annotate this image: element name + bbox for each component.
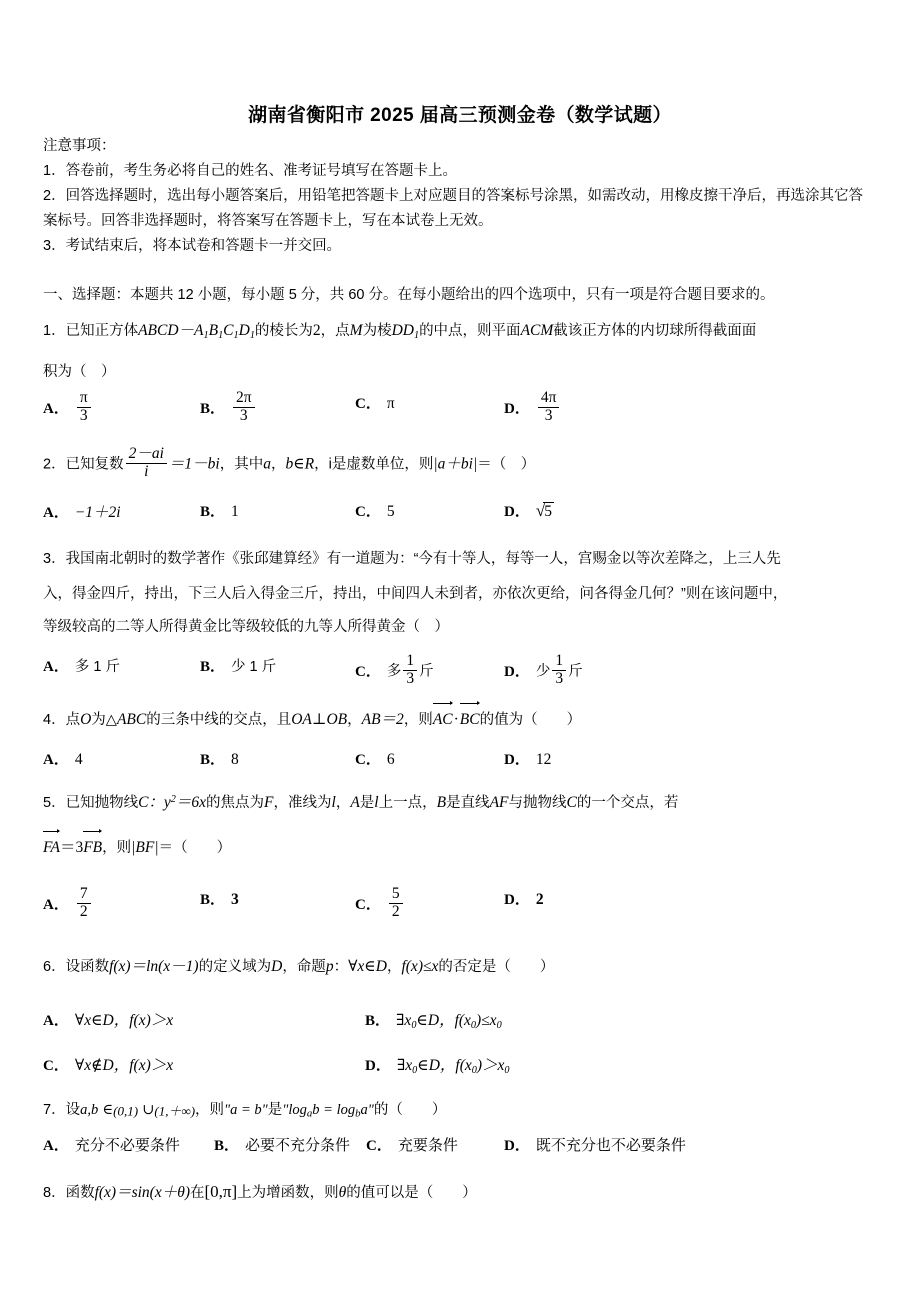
question-5-text-a: 已知抛物线	[65, 795, 139, 811]
vector-fa: FA	[43, 830, 60, 863]
question-5-line2	[43, 830, 882, 863]
question-5	[43, 788, 882, 818]
question-8-text-c: 上为增函数，则	[237, 1185, 339, 1201]
point-o: O	[80, 711, 92, 728]
parabola-equation: ＝6x	[175, 794, 207, 811]
cube-label-c: C	[223, 322, 234, 339]
option-6-d[interactable]: D． $\exists x_0\in D$，$f(x_0)>x_0$	[365, 1057, 510, 1076]
question-4-text-a: 点	[65, 712, 81, 728]
question-2	[43, 445, 882, 482]
comma-2: ，	[347, 712, 362, 728]
cube-label-d: D	[238, 322, 250, 339]
cube-edge-length: 2	[312, 322, 321, 339]
bf-length: |BF|	[131, 839, 159, 856]
forall-clause: ∀x∈D	[348, 958, 387, 975]
option-3-b[interactable]: B． 少 1 斤	[200, 659, 277, 675]
parabola-exponent: 2	[170, 794, 176, 806]
question-2-options	[43, 500, 882, 530]
interval-0-1: (0,1)	[113, 1103, 139, 1119]
question-8-text-b: 在	[190, 1185, 205, 1201]
dot-product-symbol: ·	[453, 711, 459, 728]
option-4-c[interactable]: C． 6	[355, 751, 395, 768]
option-5-c[interactable]: C． $\frac{5}{2}$	[355, 888, 405, 922]
cube-sub-1: 1	[203, 329, 209, 341]
cube-label-b: B	[208, 322, 219, 339]
question-3-line3	[43, 613, 882, 642]
instruction-item-3: 3．考试结束后，将本试卷和答题卡一并交回。	[43, 237, 342, 254]
cube-label: ABCD－A	[138, 322, 204, 339]
exam-instructions	[43, 134, 877, 259]
comma-1: ，	[270, 456, 286, 473]
question-2-text-b: ，其中	[219, 456, 264, 473]
question-6-text-a: 设函数	[65, 959, 110, 975]
question-1-text-f: 截该正方体的内切球所得截面面	[553, 323, 757, 339]
question-5-text-f: 上一点，	[378, 795, 437, 811]
point-m: M	[349, 322, 363, 339]
page-title: 湖南省衡阳市 2025 届高三预测金卷（数学试题）	[248, 105, 672, 126]
question-2-text-c: ，i是虚数单位，则	[314, 456, 434, 473]
option-1-c[interactable]: C． π	[355, 395, 395, 412]
question-4-text-b: 为△	[91, 712, 117, 728]
vector-ac: AC	[433, 702, 453, 735]
vars-a-b: a,b	[80, 1102, 99, 1118]
value-pi: π	[386, 395, 395, 412]
domain-d: D	[271, 958, 283, 975]
question-6-text-e: 的否定是（ ）	[438, 959, 555, 975]
sine-function: f(x)＝sin(x＋θ)	[94, 1184, 190, 1201]
cube-sub-2: 1	[218, 329, 224, 341]
question-3-line2	[43, 580, 882, 609]
function-definition: f(x)＝ln(x－1)	[109, 958, 199, 975]
proposition-p: p	[325, 958, 334, 975]
question-1-text-b: 的棱长为	[254, 323, 313, 339]
question-6-text-c: ，命题	[282, 959, 326, 975]
question-7-number: 7．	[43, 1102, 66, 1118]
fraction-complex: $\frac{2-ai}{i}$	[126, 446, 167, 480]
fraction-1-3-d: $\frac{1}{3}$	[552, 653, 566, 687]
interval-0-pi: [0,π]	[204, 1182, 238, 1201]
vector-relation: ＝3	[59, 839, 84, 856]
question-1-text-e: 的中点，则平面	[419, 323, 521, 339]
var-b-in-R: b∈R	[285, 455, 315, 473]
question-4-text-e: 的值为（ ）	[479, 712, 582, 728]
question-1	[43, 316, 882, 346]
question-6	[43, 952, 882, 982]
instruction-item-1: 1．答卷前，考生务必将自己的姓名、准考证号填写在答题卡上。	[43, 162, 458, 179]
option-3-c[interactable]: C． 多 $\frac{1}{3}$ 斤	[355, 651, 434, 687]
option-5-d[interactable]: D． 2	[504, 891, 544, 908]
point-b: B	[436, 794, 447, 811]
question-8-text-a: 函数	[65, 1185, 95, 1201]
question-2-number: 2．	[43, 456, 66, 473]
option-3-a[interactable]: A． 多 1 斤	[43, 659, 120, 675]
directrix-l: l	[331, 794, 336, 811]
question-8-number: 8．	[43, 1185, 66, 1201]
section-heading-multiple-choice: 一、选择题：本题共 12 小题，每小题 5 分，共 60 分。在每小题给出的四个选项中，只有一项是符合题目要求的。	[43, 287, 775, 303]
complex-equation: ＝1－bi	[168, 455, 220, 473]
question-4	[43, 702, 882, 735]
question-1-line2	[43, 358, 882, 387]
question-2-text-d: ＝（ ）	[477, 456, 536, 473]
modulus-expression: |a＋bi|	[433, 455, 478, 473]
question-5-text-b: 的焦点为	[206, 795, 265, 811]
question-2-text-a: 已知复数	[65, 456, 124, 473]
question-5-text-e: 是	[359, 795, 375, 811]
log-base-b: b	[355, 1107, 361, 1120]
option-5-b[interactable]: B． 3	[200, 891, 239, 908]
option-7-d[interactable]: D． 既不充分也不必要条件	[504, 1137, 686, 1154]
theta-symbol: θ	[338, 1184, 347, 1201]
fraction-1-3-c: $\frac{1}{3}$	[403, 653, 417, 687]
inequality-clause: f(x)≤x	[401, 958, 439, 975]
edge-dd: DD	[391, 322, 414, 339]
question-4-number: 4．	[43, 712, 66, 728]
option-4-d[interactable]: D． 12	[504, 751, 552, 768]
instruction-item-2: 2．回答选择题时，选出每小题答案后，用铅笔把答题卡上对应题目的答案标号涂黑，如需改动，用橡皮擦干净后，再选涂其它答案标号。回答非选择题时，将答案写在答题卡上，写在本试卷上无效。	[43, 187, 864, 229]
option-4-a[interactable]: A． 4	[43, 751, 83, 768]
log-expr-mid: b = log	[312, 1102, 356, 1118]
question-6-text-b: 的定义域为	[198, 959, 272, 975]
log-expr-end: a"	[360, 1102, 374, 1118]
question-5-text-c: ，准线为	[273, 795, 332, 811]
option-2-b[interactable]: B． 1	[200, 503, 239, 520]
option-7-b[interactable]: B． 必要不充分条件	[214, 1137, 351, 1154]
fraction-7-2: $\frac{7}{2}$	[77, 886, 91, 920]
option-4-b[interactable]: B． 8	[200, 751, 239, 768]
fraction-5-2: $\frac{5}{2}$	[389, 886, 403, 920]
question-4-text-c: 的三条中线的交点，且	[146, 712, 292, 728]
directrix-l-2: l	[374, 794, 379, 811]
question-5-options	[43, 884, 882, 920]
question-4-text-d: ，则	[403, 712, 433, 728]
vector-bc: BC	[460, 702, 480, 735]
vector-fb: FB	[83, 830, 102, 863]
question-5-text-g: 是直线	[446, 795, 490, 811]
curve-c: C	[566, 794, 577, 811]
fraction-2pi-3: $\frac{2\pi}{3}$	[233, 390, 255, 424]
option-2-c[interactable]: C． 5	[355, 503, 395, 520]
ab-length: AB＝2	[361, 711, 404, 728]
perpendicular-condition: OA⊥OB	[291, 711, 348, 728]
question-1-options	[43, 388, 882, 424]
instructions-heading: 注意事项：	[43, 138, 116, 154]
question-7-text-a: 设	[65, 1102, 81, 1118]
option-1-d[interactable]: D． $\frac{4\pi}{3}$	[504, 392, 561, 426]
option-2-a[interactable]: A． −1＋2i	[43, 504, 121, 521]
question-4-options	[43, 748, 882, 778]
question-1-text-c: ，点	[320, 323, 350, 339]
question-5-text-j: ，则	[102, 840, 132, 856]
question-7-options	[43, 1134, 882, 1164]
option-1-a[interactable]: A． $\frac{\pi}{3}$	[43, 392, 93, 426]
question-8	[43, 1175, 882, 1208]
point-a: A	[350, 794, 360, 811]
question-7-text-c: 是	[267, 1102, 283, 1118]
option-6-b[interactable]: B． $\exists x_0\in D$，$f(x_0)\le x_0$	[365, 1012, 502, 1031]
question-5-number: 5．	[43, 795, 66, 811]
option-7-a[interactable]: A． 充分不必要条件	[43, 1137, 180, 1154]
union-symbol: ∪	[142, 1102, 155, 1118]
log-base-a: a	[306, 1107, 313, 1120]
question-5-text-d: ，	[335, 795, 351, 811]
comma-3: ，	[386, 959, 402, 975]
fraction-pi-3: $\frac{\pi}{3}$	[77, 390, 91, 424]
edge-dd-sub: 1	[413, 329, 420, 341]
option-5-a[interactable]: A． $\frac{7}{2}$	[43, 888, 93, 922]
question-7-text-d: 的（ ）	[373, 1102, 447, 1118]
question-1-number: 1．	[43, 323, 66, 339]
interval-1-inf: (1,＋∞)	[154, 1103, 196, 1119]
question-8-text-d: 的值可以是（ ）	[346, 1185, 477, 1201]
question-6-number: 6．	[43, 959, 66, 975]
sqrt-5: √5	[535, 501, 552, 520]
option-3-d[interactable]: D． 少 $\frac{1}{3}$ 斤	[504, 651, 583, 687]
question-1-text-g: 积为（ ）	[43, 364, 116, 380]
plane-acm: ACM	[520, 322, 554, 339]
question-5-text-i: 的一个交点，若	[576, 795, 679, 811]
var-a: a	[263, 455, 271, 473]
question-7-text-b: ，则	[195, 1102, 225, 1118]
question-1-text-d: 为棱	[362, 323, 392, 339]
question-3	[43, 545, 882, 574]
question-3-text-line3: 等级较高的二等人所得黄金比等级较低的九等人所得黄金（ ）	[43, 619, 449, 635]
option-2-d[interactable]: D． √5	[504, 501, 552, 520]
question-3-text-line1: 我国南北朝时的数学著作《张邱建算经》有一道题为：“今有十等人，每等一人，宫赐金以等次差降之，上三人先	[65, 551, 781, 567]
option-7-c[interactable]: C． 充要条件	[366, 1137, 458, 1154]
fraction-4pi-3: $\frac{4\pi}{3}$	[538, 390, 560, 424]
parabola-c: C：y	[138, 794, 171, 811]
question-3-text-line2: 入，得金四斤，持出，下三人后入得金三斤，持出，中间四人未到者，亦依次更给，问各得金几何？”则在该问题中，	[43, 586, 788, 602]
line-af: AF	[489, 794, 509, 811]
question-6-options-row2	[43, 1053, 882, 1083]
question-3-options	[43, 651, 882, 687]
condition-a-equals-b: "a = b"	[224, 1102, 268, 1118]
triangle-abc: ABC	[116, 711, 147, 728]
cube-sub-4: 1	[249, 329, 255, 341]
cube-sub-3: 1	[233, 329, 239, 341]
log-expr-start: "log	[282, 1102, 307, 1118]
question-1-text-a: 已知正方体	[65, 323, 139, 339]
question-5-text-h: 与抛物线	[508, 795, 567, 811]
question-7	[43, 1095, 882, 1125]
option-6-a[interactable]: A． ∀x∈D，f(x)＞x	[43, 1012, 174, 1029]
option-6-c[interactable]: C． ∀x∉D，f(x)＞x	[43, 1057, 174, 1074]
question-5-text-k: ＝（ ）	[158, 840, 232, 856]
option-1-b[interactable]: B． $\frac{2\pi}{3}$	[200, 392, 257, 426]
question-6-options-row1	[43, 1008, 882, 1038]
question-6-text-d: ：	[333, 959, 349, 975]
question-3-number: 3．	[43, 551, 66, 567]
focus-f: F	[264, 794, 274, 811]
element-of-symbol: ∈	[102, 1102, 114, 1118]
